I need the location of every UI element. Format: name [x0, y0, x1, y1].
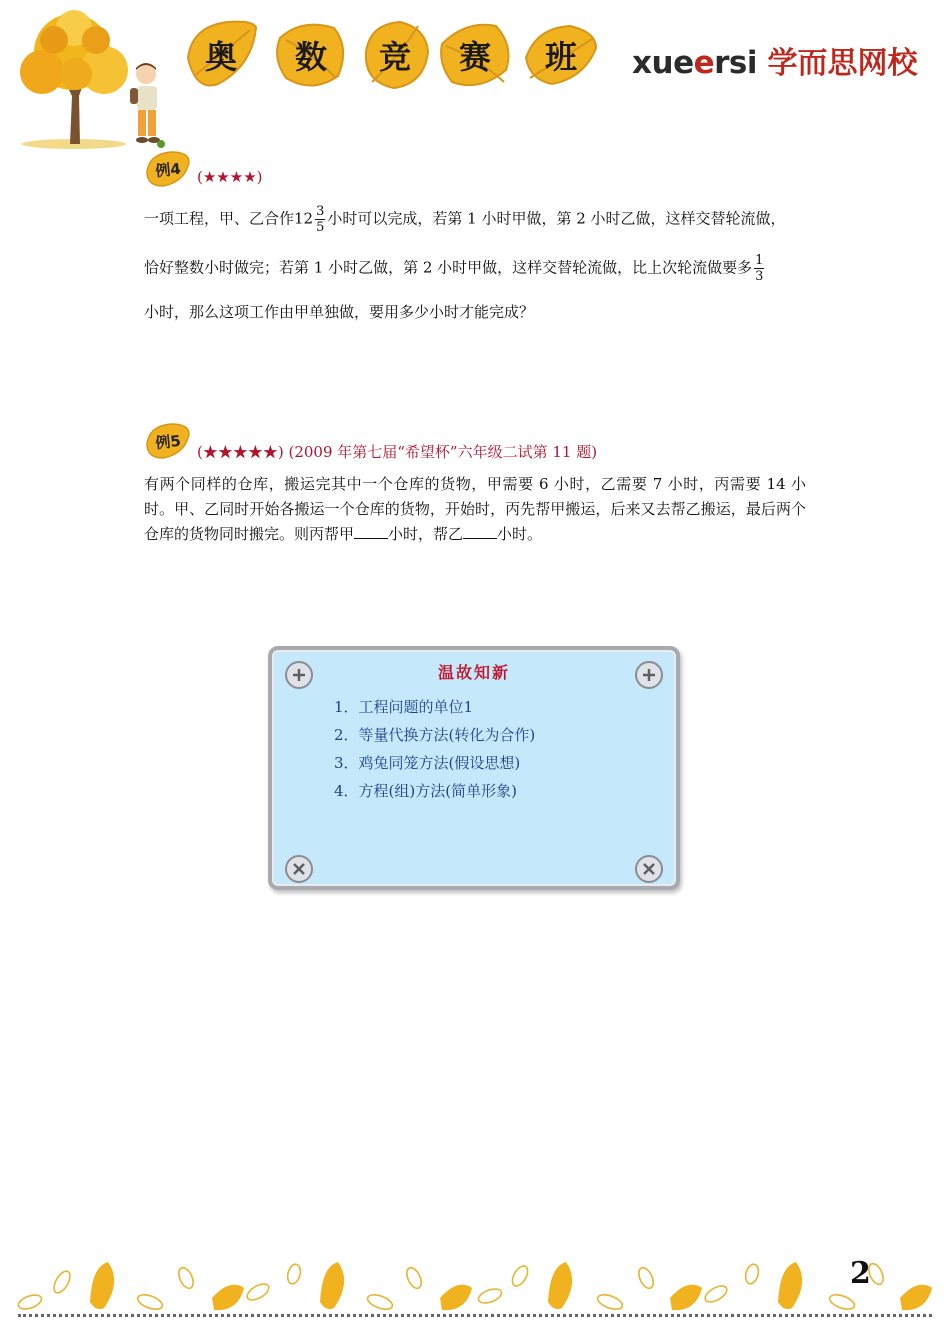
- page-number: 2: [850, 1256, 871, 1291]
- student-figure-illustration: [128, 60, 170, 150]
- title-leaf-5: [522, 18, 600, 92]
- screw-icon: [634, 854, 664, 884]
- example-4-line-3: 小时，那么这项工作由甲单独做，要用多少小时才能完成？: [144, 303, 535, 321]
- title-leaf-3: [356, 18, 434, 92]
- fraction-one-third: $\frac{1}{3}$: [755, 253, 764, 284]
- footer-dotted-rule: [18, 1314, 932, 1317]
- example-5-difficulty-source: (★★★★★) (2009 年第七届“希望杯”六年级二试第 11 题): [197, 443, 598, 461]
- brand-en: xueersi: [632, 45, 757, 81]
- autumn-tree-illustration: [14, 10, 132, 150]
- footer-leaf-border: [0, 1252, 950, 1322]
- title-char: 数: [294, 38, 327, 76]
- example-4-difficulty: (★★★★): [197, 168, 263, 186]
- example-5-badge: [145, 422, 191, 460]
- title-char: 竞: [378, 38, 411, 76]
- title-char: 班: [544, 38, 577, 76]
- example-5-text: 有两个同样的仓库，搬运完其中一个仓库的货物，甲需要 6 小时，乙需要 7 小时，丙需要 14 小时。甲、乙同时开始各搬运一个仓库的货物，开始时，丙先帮甲搬运，后来又去帮乙搬运，最后两个仓库的货物同时搬完。则丙帮甲 小时，帮乙 小时。: [144, 475, 806, 543]
- answer-blank-1[interactable]: [354, 526, 388, 539]
- answer-blank-2[interactable]: [463, 526, 497, 539]
- fraction-three-fifths: $\frac{3}{5}$: [316, 204, 325, 235]
- review-item: 3．鸡兔同笼方法(假设思想): [334, 754, 521, 772]
- review-board: [268, 646, 680, 890]
- example-4-line-1: 一项工程，甲、乙合作12 $\frac{3}{5}$ 小时可以完成，若第 1 小时甲做，第 2 小时乙做，这样交替轮流做，: [144, 204, 786, 235]
- example-4-line-2: 恰好整数小时做完；若第 1 小时乙做，第 2 小时甲做，这样交替轮流做，比上次轮流做要多 $\frac{1}{3}$: [144, 253, 764, 284]
- review-list: [334, 696, 535, 808]
- review-title: 温故知新: [437, 663, 510, 682]
- title-leaf-2: [272, 18, 350, 92]
- title-leaf-1: [182, 18, 260, 92]
- review-item: 1．工程问题的单位1: [334, 698, 474, 716]
- review-item: 2．等量代换方法(转化为合作): [334, 726, 536, 744]
- title-leaf-4: [436, 18, 514, 92]
- example-4-label: 例4: [154, 159, 182, 180]
- title-char: 奥: [204, 38, 237, 76]
- brand-cn: 学而思网校: [767, 46, 918, 81]
- brand-logo: [632, 38, 917, 82]
- example-5-label: 例5: [154, 431, 182, 452]
- screw-icon: [284, 854, 314, 884]
- example-4-badge: [145, 150, 191, 188]
- review-item: 4．方程(组)方法(简单形象): [334, 782, 517, 800]
- title-char: 赛: [458, 38, 491, 76]
